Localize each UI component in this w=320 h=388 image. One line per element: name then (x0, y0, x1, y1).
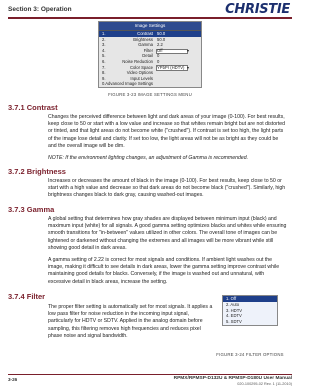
menu-item-number: 4. (102, 47, 106, 53)
paragraph-filter: The proper filter setting is automatically set for most signals. It applies a low pass filter for noise reduction in the incoming input signal, particularly for HDTV or SDTV. Applied in the analog domain before sampling, this filtering removes high frequencies and reduces pixel phase noise and signal bandwidth. (48, 304, 213, 339)
menu-rows (99, 31, 201, 87)
heading-filter: 3.7.4 Filter (8, 292, 46, 301)
header-divider (8, 17, 292, 19)
footer-divider (8, 374, 292, 375)
menu-item-label: Input Levels (130, 75, 153, 81)
menu-item-number: 2. (102, 36, 106, 42)
menu-item-label: Detail (142, 53, 153, 59)
menu-item-value: Off (157, 47, 163, 53)
heading-gamma: 3.7.3 Gamma (8, 205, 55, 214)
menu-item-number: 1. (102, 31, 106, 36)
chevron-down-icon[interactable]: ▾ (187, 47, 190, 53)
menu-item-number: 3. (102, 42, 106, 48)
paragraph-gamma-2: A gamma setting of 2.22 is correct for most signals and conditions. If ambient light washes out the image, making it difficult to see details in dark areas, lower the gamma setting improve contrast while maintaining good details for blacks. Conversely, if the image is washed out and unnatural, with excessive detail in black areas, increase the setting. (48, 257, 280, 285)
menu-item-number: 0. (102, 81, 106, 87)
menu-item-label: Contrast (137, 31, 153, 36)
menu-item-value: YPbPr (HDTV) (157, 64, 185, 70)
menu-item-value: 50.0 (157, 31, 166, 36)
section-title: Section 3: Operation (8, 6, 72, 13)
paragraph-brightness: Increases or decreases the amount of black in the image (0-100). For best results, keep close to 50 or start with a high value and decrease so that dark areas do not become black ("crushed"). Similarly, high brightness changes black to dark gray, causing washed-out images. (48, 178, 286, 199)
paragraph-contrast: Changes the perceived difference between light and dark areas of your image (0-100). For best results, keep close to 50 or start with a low value and increase so that whites remain bright but are not distorted or tinted, and that light areas do not become white ("crushed"). If contrast is set too high, the light parts of the image lose detail and clarity. If set too low, the light areas will not be as bright as they could be and the overall image will be dim. (48, 114, 286, 149)
document-number: 020-100295-02 Rev. 1 (11-2010) (237, 382, 292, 386)
paragraph-gamma-1: A global setting that determines how gray shades are displayed between minimum input (black) and maximum input (white) for all signals. A good gamma setting optimizes blacks and whites while ensuring smooth transitions for "in-between" values utilized in other colors. The overall tone of images can be lightened or darkened without changing the extremes and all images will be more vibrant while still showing good detail in dark areas. (48, 216, 287, 251)
menu-item-value: 50.0 (157, 36, 166, 42)
menu-item-label: Brightness (133, 36, 153, 42)
manual-title: RPMX/RPMSP-D132U & RPMSP-D180U User Manual (173, 376, 292, 381)
menu-item-value: 2.2 (157, 42, 163, 48)
menu-item-label: Gamma (138, 42, 153, 48)
chevron-down-icon[interactable]: ▾ (187, 64, 190, 70)
menu-item-label: Noise Reduction (122, 58, 153, 64)
heading-brightness: 3.7.2 Brightness (8, 167, 66, 176)
menu-item-label: Color Space (129, 64, 153, 70)
menu-item-value: 0 (157, 53, 160, 59)
heading-contrast: 3.7.1 Contrast (8, 103, 58, 112)
brand-logo: CHRISTIE (225, 2, 290, 17)
menu-item-advanced-image-settings[interactable] (99, 81, 201, 87)
menu-item-number: 8. (102, 70, 106, 76)
menu-item-label: Advanced Image Settings (105, 81, 153, 87)
image-settings-menu (98, 21, 202, 88)
menu-item-number: 5. (102, 53, 106, 59)
note-contrast: NOTE: If the environment lighting changes, an adjustment of Gamma is recommended. (48, 155, 249, 161)
filter-option[interactable]: 5. SDTV (226, 319, 242, 325)
figure-caption-filter-options: FIGURE 3-24 FILTER OPTIONS (216, 352, 284, 357)
menu-item-number: 7. (102, 64, 106, 70)
menu-item-number: 6. (102, 58, 106, 64)
figure-caption-image-settings: FIGURE 3-23 IMAGE SETTINGS MENU (108, 92, 192, 97)
menu-item-label: Filter (143, 47, 153, 53)
menu-item-value: 0 (157, 58, 160, 64)
page-number: 3-26 (8, 377, 18, 382)
filter-option[interactable]: 3. HDTV (226, 307, 243, 313)
menu-item-label: Video Options (126, 70, 153, 76)
filter-option[interactable]: 2. Auto (226, 301, 240, 307)
menu-title: Image Settings (99, 22, 201, 31)
filter-option[interactable]: 1. Off (223, 296, 277, 302)
filter-options-list (222, 295, 278, 326)
filter-option[interactable]: 4. EDTV (226, 313, 242, 319)
menu-item-number: 9. (102, 75, 106, 81)
